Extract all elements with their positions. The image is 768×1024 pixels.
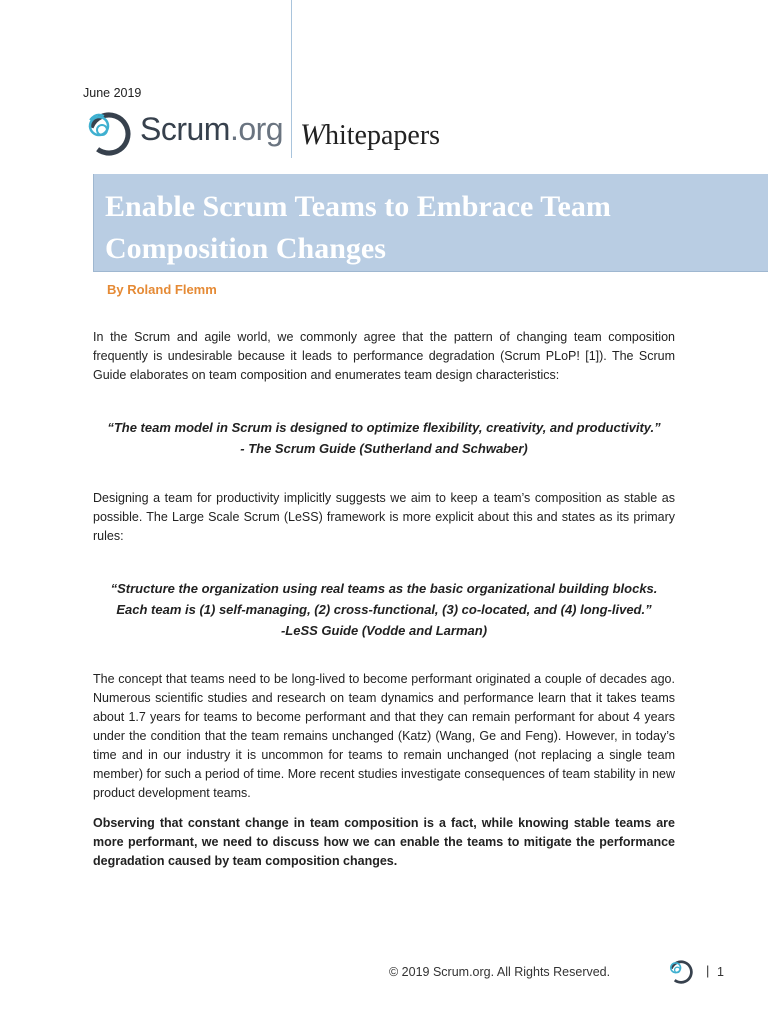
quote-line-1: “Structure the organization using real teams as the basic organizational building blocks.: [110, 581, 658, 596]
section-name: [300, 118, 440, 152]
section-rest: hitepapers: [325, 120, 441, 151]
author-byline: By Roland Flemm: [107, 282, 217, 297]
title-line-1: Enable Scrum Teams to Embrace Team: [105, 190, 611, 223]
scrum-org-footer-icon: [666, 958, 694, 984]
paragraph-long-lived: The concept that teams need to be long-lived to become performant originated a couple of decades ago. Numerous scientific studies and research on team dynamics and performance learn that it takes teams about 1.7 years for teams to become performant and that they can remain performant for about 4 years under the condition that the team remains unchanged (Katz) (Wang, Ge and Feng). However, in today’s time and in our industry it is uncommon for teams to remain unchanged (not replacing a single team member) for such a period of time. More recent studies investigate consequences of team stability in new product development teams.: [93, 672, 675, 800]
paragraph-intro: In the Scrum and agile world, we commonly agree that the pattern of changing team composition frequently is undesirable because it leads to performance degradation (Scrum PLoP! [1]). The Scrum Guide elaborates on team composition and enumerates team design characteristics:: [93, 330, 675, 382]
quote-source: - The Scrum Guide (Sutherland and Schwaber): [240, 441, 528, 456]
quote-line-2: Each team is (1) self-managing, (2) cross-functional, (3) co-located, and (4) long-lived.”: [116, 602, 652, 617]
document-title: [105, 186, 755, 270]
paragraph-less: Designing a team for productivity implicitly suggests we aim to keep a team’s composition as stable as possible. The Large Scale Scrum (LeSS) framework is more explicit about this and states as its primary rules:: [93, 491, 675, 543]
quote-source: -LeSS Guide (Vodde and Larman): [280, 623, 488, 638]
brand-suffix: .org: [229, 111, 284, 147]
footer-separator: |: [706, 963, 710, 978]
section-initial: W: [300, 118, 325, 151]
quote-text: “The team model in Scrum is designed to optimize flexibility, creativity, and productivity.”: [107, 420, 661, 435]
title-line-2: Composition Changes: [105, 232, 386, 265]
brand-main: Scrum: [140, 111, 230, 147]
quote-scrum-guide: [93, 417, 675, 459]
page-number: 1: [717, 965, 724, 979]
quote-less-guide: [93, 578, 675, 641]
brand-name: [140, 111, 283, 148]
copyright-notice: © 2019 Scrum.org. All Rights Reserved.: [389, 965, 611, 979]
header-divider: [291, 0, 292, 158]
paragraph-conclusion: Observing that constant change in team composition is a fact, while knowing stable teams are more performant, we need to discuss how we can enable the teams to mitigate the performance degradation caused by team composition changes.: [93, 816, 675, 868]
scrum-org-logo-icon: [82, 108, 132, 156]
header-date: June 2019: [83, 86, 142, 100]
